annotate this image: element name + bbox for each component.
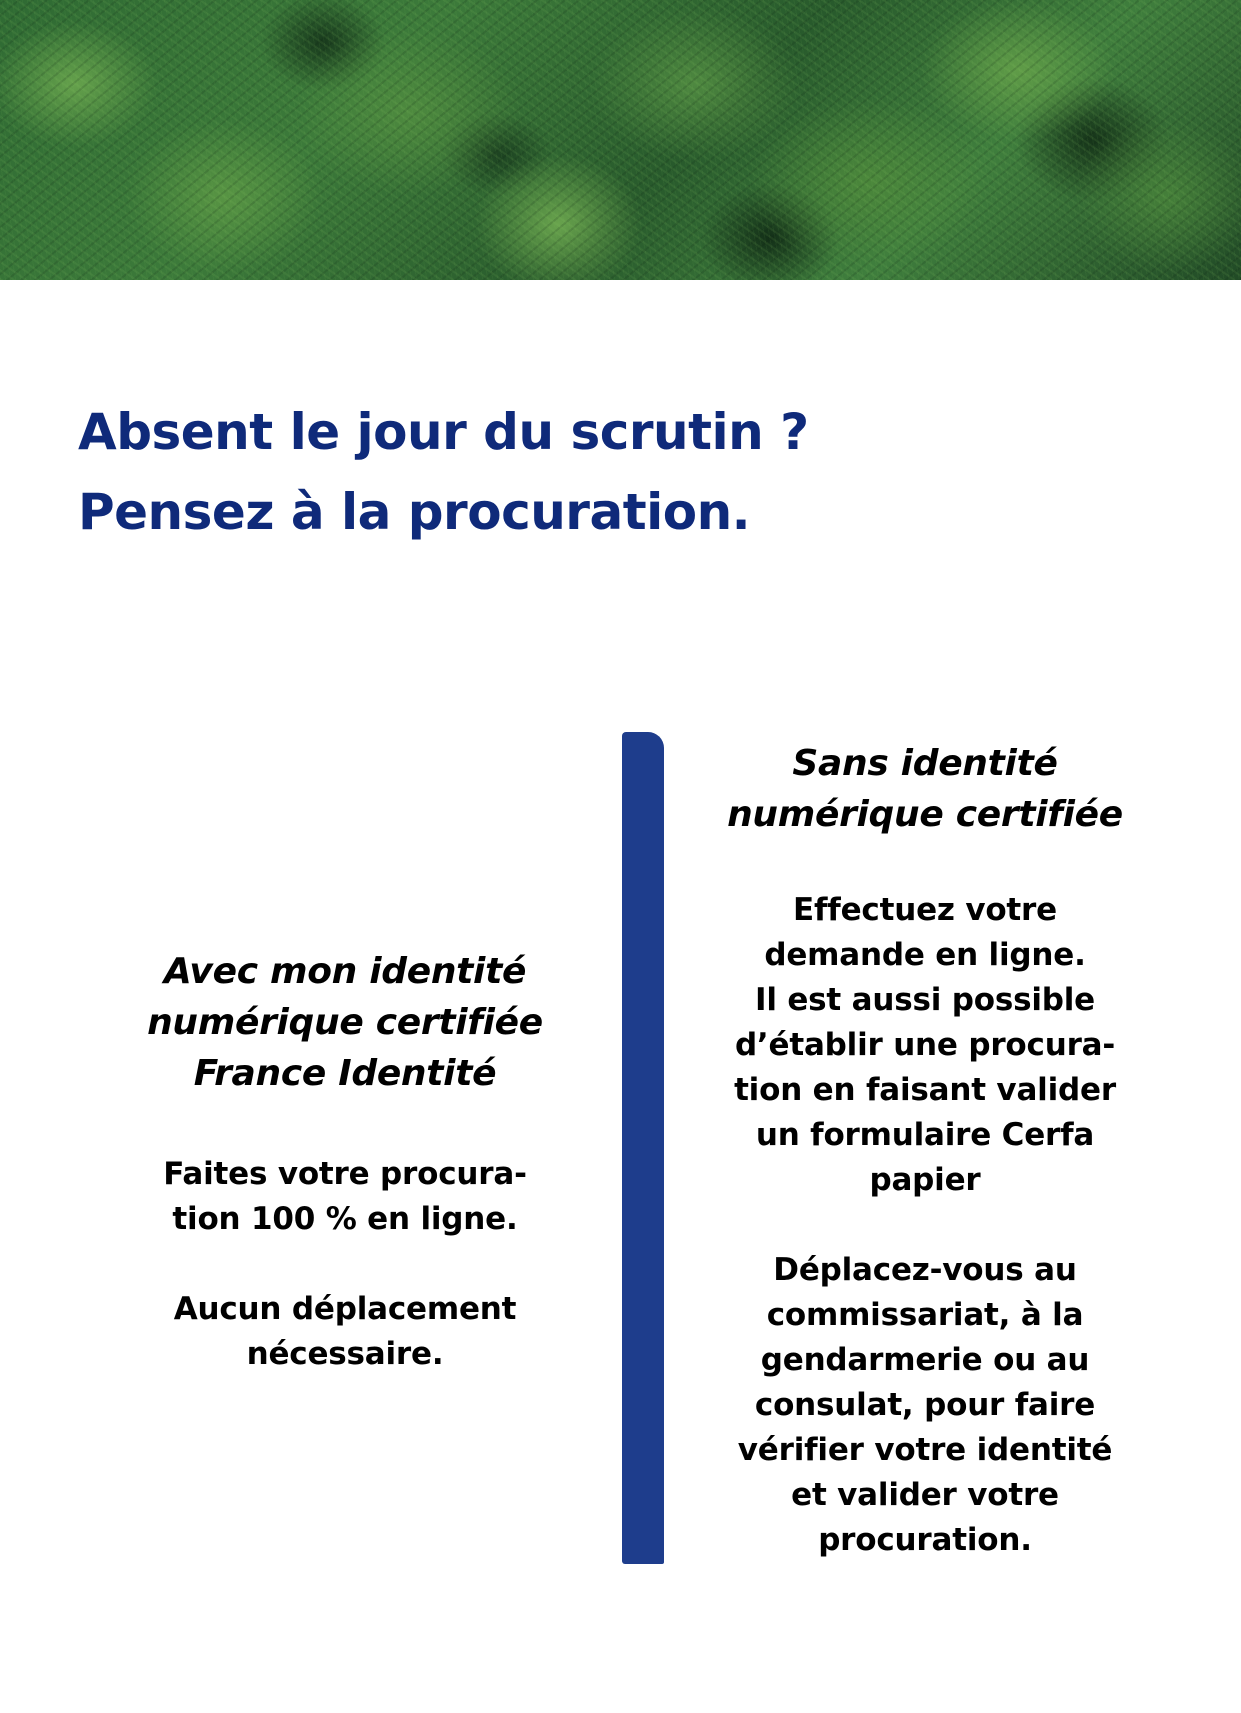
- heading-line: numérique certifiée: [727, 794, 1123, 835]
- right-column-heading: [705, 738, 1145, 840]
- right-column-without-digital-id: [705, 738, 1145, 1563]
- text-line: demande en ligne.: [764, 937, 1086, 973]
- vertical-divider-brush-stroke: [622, 732, 664, 1564]
- text-line: consulat, pour faire: [754, 1387, 1096, 1423]
- text-line: tion en faisant valider: [734, 1072, 1116, 1108]
- text-line: un formulaire Cerfa: [755, 1117, 1095, 1153]
- title-line-1: Absent le jour du scrutin ?: [78, 403, 809, 461]
- forest-hero-image: [0, 0, 1241, 280]
- spacer: [130, 1099, 560, 1152]
- text-line: commissariat, à la: [766, 1297, 1084, 1333]
- left-paragraph-no-travel: [130, 1287, 560, 1377]
- text-line: Faites votre procura-: [163, 1156, 527, 1192]
- text-line: Aucun déplacement: [173, 1291, 517, 1327]
- text-line: Déplacez-vous au: [773, 1252, 1077, 1288]
- text-line: et valider votre: [791, 1477, 1059, 1513]
- right-paragraph-online-request: [705, 888, 1145, 1203]
- text-line: nécessaire.: [246, 1336, 444, 1372]
- heading-line: numérique certifiée: [147, 1002, 543, 1043]
- text-line: gendarmerie ou au: [760, 1342, 1090, 1378]
- text-line: tion 100 % en ligne.: [172, 1201, 518, 1237]
- text-line: Il est aussi possible: [754, 982, 1095, 1018]
- forest-texture: [0, 0, 1241, 280]
- heading-line: Sans identité: [792, 743, 1058, 784]
- text-line: procuration.: [818, 1522, 1032, 1558]
- page-title: [78, 392, 809, 552]
- left-paragraph-online: [130, 1152, 560, 1242]
- text-line: vérifier votre identité: [737, 1432, 1113, 1468]
- text-line: Effectuez votre: [793, 892, 1057, 928]
- spacer: [705, 1203, 1145, 1248]
- spacer: [130, 1242, 560, 1287]
- heading-line: France Identité: [193, 1053, 497, 1094]
- left-column-with-digital-id: [130, 946, 560, 1377]
- right-paragraph-in-person: [705, 1248, 1145, 1563]
- heading-line: Avec mon identité: [163, 951, 527, 992]
- text-line: d’établir une procura-: [734, 1027, 1116, 1063]
- spacer: [705, 840, 1145, 888]
- left-column-heading: [130, 946, 560, 1099]
- text-line: papier: [869, 1162, 981, 1198]
- title-line-2: Pensez à la procuration.: [78, 483, 751, 541]
